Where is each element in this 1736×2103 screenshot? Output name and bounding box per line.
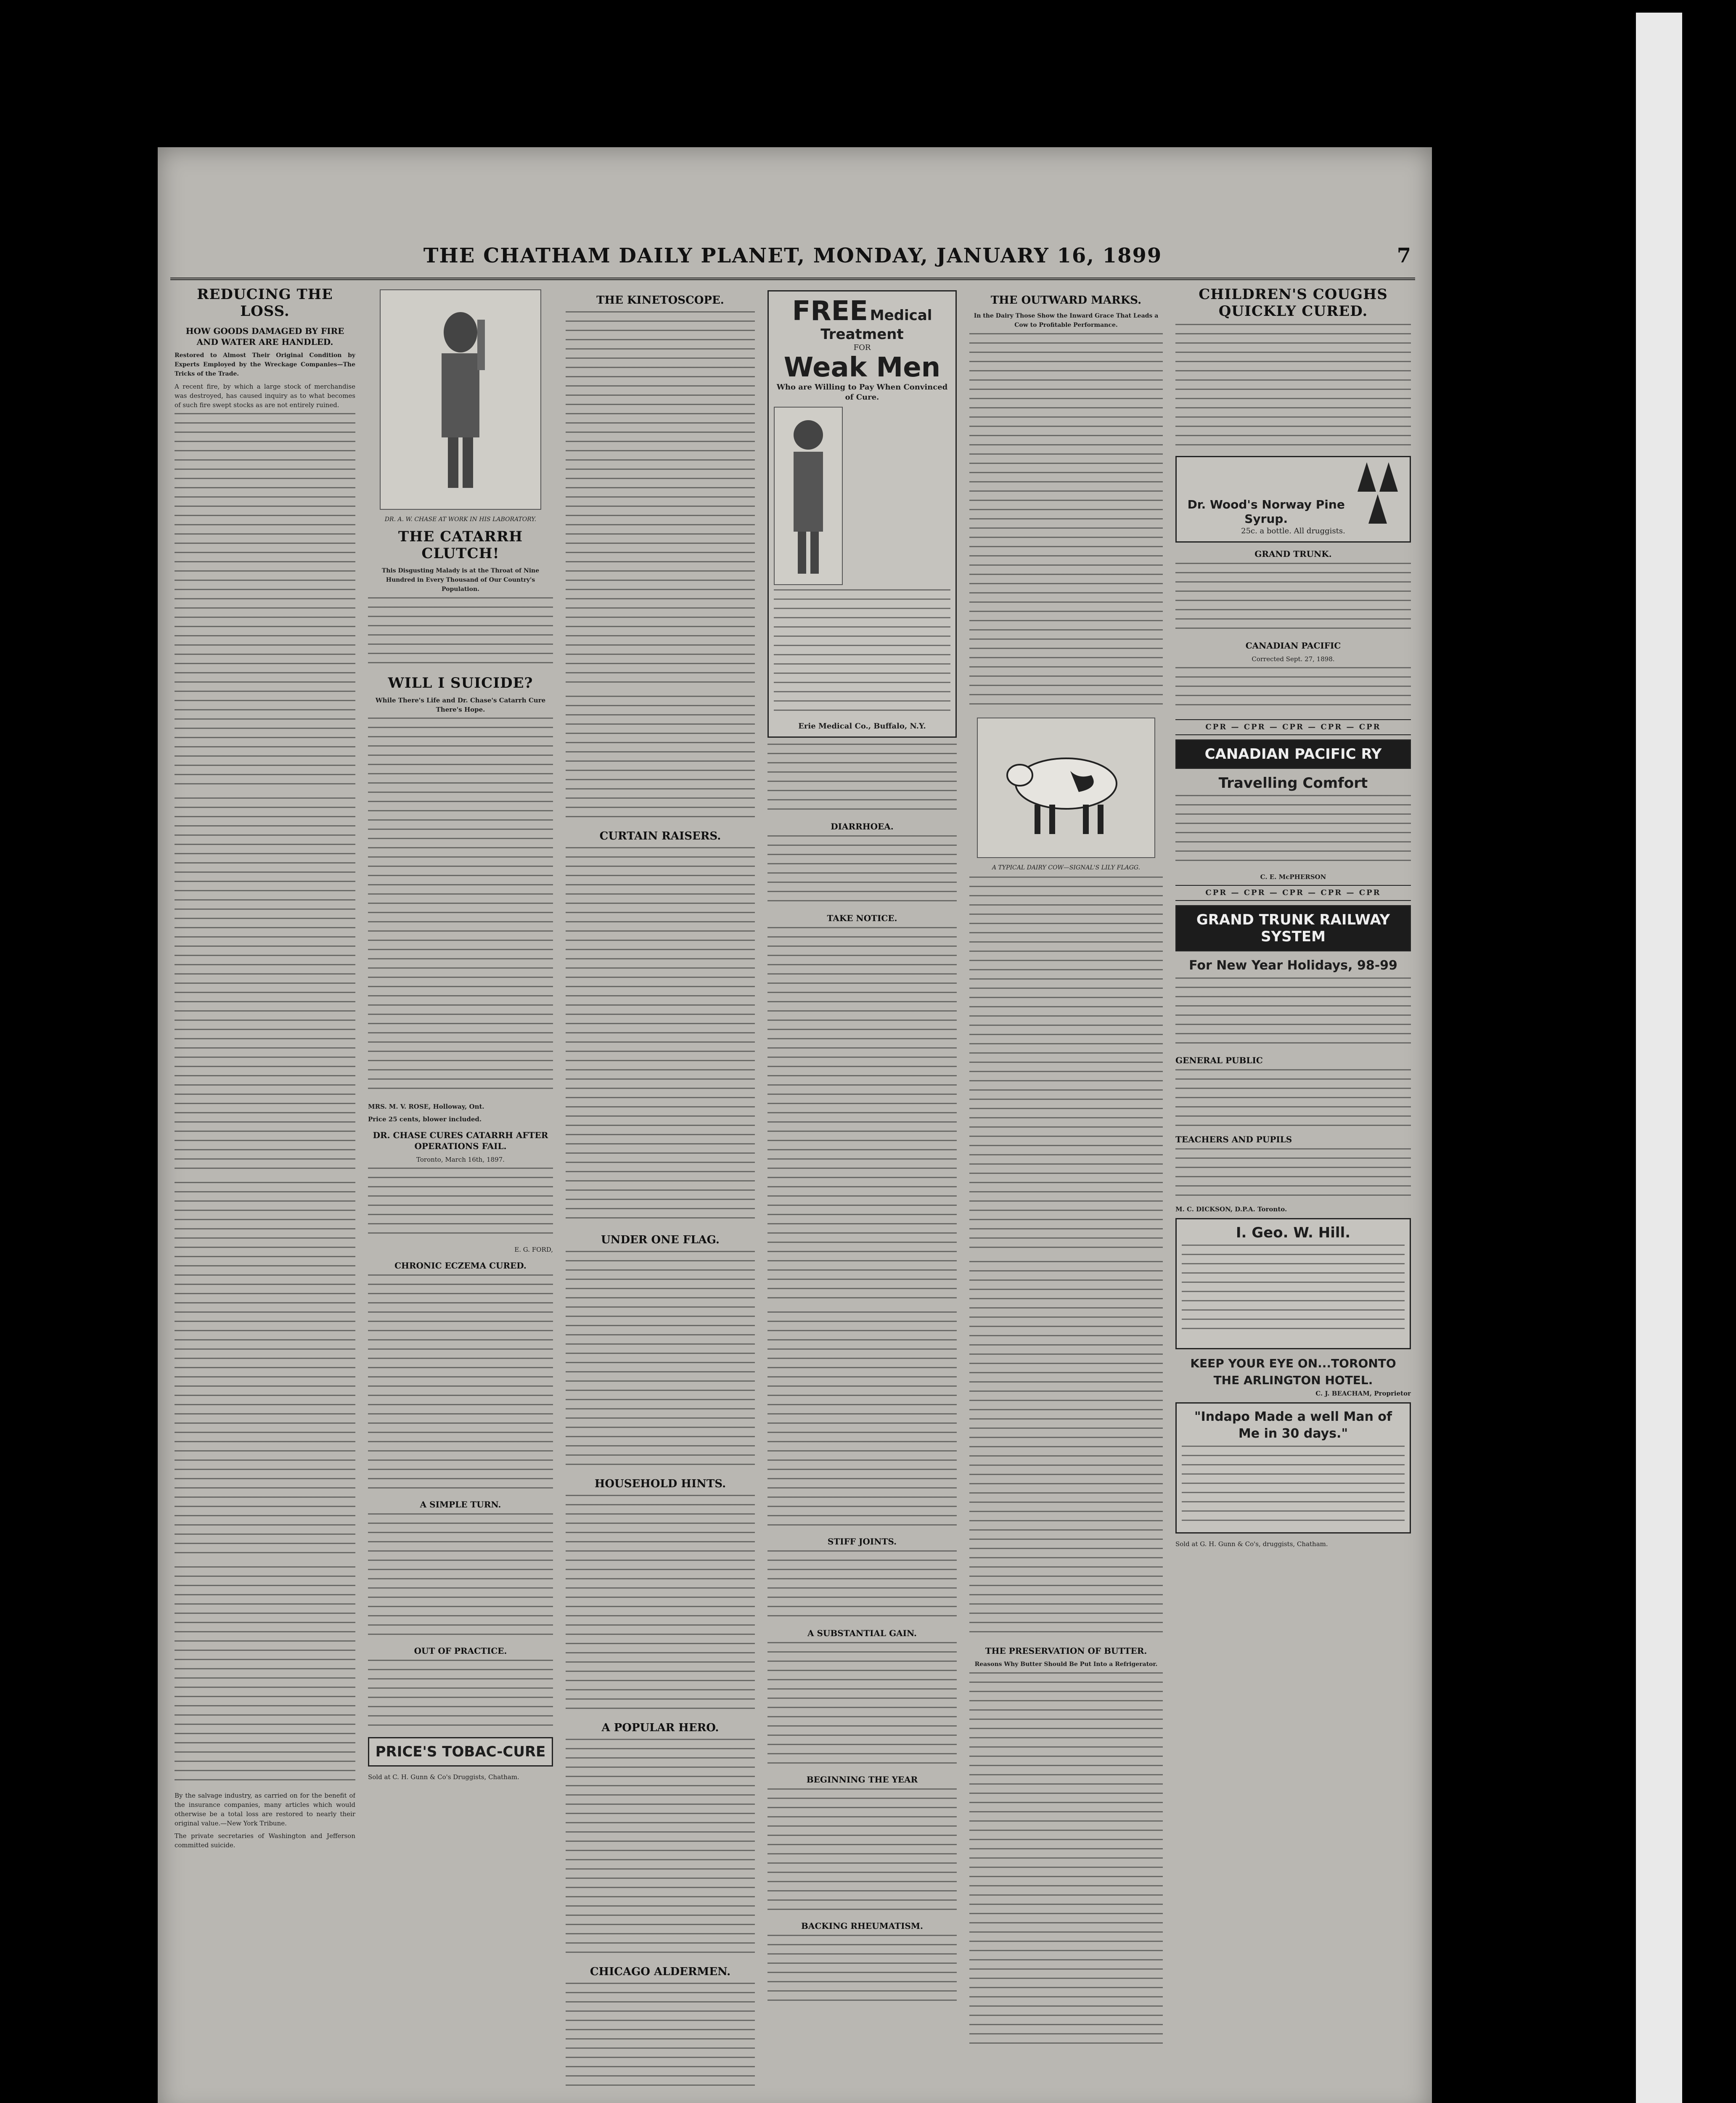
cpr-logo [1175,739,1411,769]
article-body [1175,795,1411,866]
heading-household-hints: HOUSEHOLD HINTS. [594,1478,726,1490]
headline-reducing-loss: REDUCING THE LOSS. [197,286,333,320]
column-2 [368,286,553,2086]
grand-trunk-heading: GRAND TRUNK. [1254,549,1332,559]
ad-free: FREE [792,296,868,327]
article-body [1175,1069,1411,1128]
heading-simple-turn: A SIMPLE TURN. [420,1499,501,1510]
holiday-heading: For New Year Holidays, 98-99 [1189,958,1397,973]
headline-outward-marks: THE OUTWARD MARKS. [990,294,1142,307]
article-body [767,744,957,815]
dateline: Toronto, March 16th, 1897. [416,1156,505,1163]
column-6 [1175,286,1411,2086]
cow-icon [995,737,1138,838]
newspaper-page [158,147,1432,2103]
footer-note: The private secretaries of Washington and Jefferson committed suicide. [175,1832,355,1849]
illustration-caption: A TYPICAL DAIRY COW—SIGNAL'S LILY FLAGG. [992,864,1141,871]
article-body [969,1261,1163,1639]
article-body [969,333,1163,712]
ad-tagline: Who are Willing to Pay When Convinced of Cure. [776,383,948,402]
hill-ad-body [1182,1245,1405,1337]
page-number: 7 [1397,244,1411,268]
cpr-logo-text: CANADIAN PACIFIC RY [1204,746,1382,763]
heading-beginning-year: BEGINNING THE YEAR [806,1775,918,1785]
headline-childrens-coughs: CHILDREN'S COUGHS QUICKLY CURED. [1199,286,1388,320]
gtr-logo-text: GRAND TRUNK RAILWAY SYSTEM [1196,911,1390,945]
lead-paragraph: A recent fire, by which a large stock of merchandise was destroyed, has caused inquiry as to what becomes of such fire swept stocks as are not entirely ruined. [175,383,355,409]
hill-ad [1175,1218,1411,1349]
article-body [175,1182,355,1560]
indapo-body [1182,1446,1405,1521]
grand-trunk-logo [1175,905,1411,951]
column-5 [969,286,1163,2086]
column-4 [767,286,957,2086]
article-body [368,1274,553,1493]
heading-take-notice: TAKE NOTICE. [827,913,897,923]
tobac-cure-name: PRICE'S TOBAC-CURE [375,1743,546,1760]
price-line: Price 25 cents, blower included. [368,1115,482,1123]
masthead-title: THE CHATHAM DAILY PLANET, MONDAY, JANUARY 16, 1899 [423,244,1162,268]
arlington-hotel: THE ARLINGTON HOTEL. [1213,1373,1373,1387]
article-body [1175,324,1411,450]
deck-restored: Restored to Almost Their Original Condition by Experts Employed by the Wreckage Companies—The Tricks of the Trade. [175,352,355,377]
article-body [767,1788,957,1915]
article-body [566,1251,755,1470]
article-body [368,1660,553,1731]
toronto-heading: KEEP YOUR EYE ON...TORONTO [1190,1356,1396,1370]
hotel-proprietor: C. J. BEACHAM, Proprietor [1315,1390,1411,1397]
heading-backing-rheumatism: BACKING RHEUMATISM. [801,1921,923,1931]
heading-substantial-gain: A SUBSTANTIAL GAIN. [807,1628,917,1638]
closing-paragraph: By the salvage industry, as carried on for the benefit of the insurance companies, many articles which would otherwise be a total loss are restored to nearly their original value.—New York Tribune. [175,1792,355,1827]
testimonial-signature-2: E. G. FORD, [514,1246,553,1253]
headline-will-i-suicide: WILL I SUICIDE? [388,675,533,691]
headline-kinetoscope: THE KINETOSCOPE. [596,294,724,307]
headline-catarrh-clutch: THE CATARRH CLUTCH! [398,528,523,562]
deck-butter: Reasons Why Butter Should Be Put Into a Refrigerator. [974,1661,1158,1668]
heading-preservation-butter: THE PRESERVATION OF BUTTER. [985,1646,1147,1656]
norway-pine-ad [1175,456,1411,543]
doctor-figure-icon [783,416,834,576]
article-body [368,1513,553,1639]
cp-corrected: Corrected Sept. 27, 1898. [1252,655,1335,663]
testimonial-signature: MRS. M. V. ROSE, Holloway, Ont. [368,1103,484,1110]
heading-popular-hero: A POPULAR HERO. [601,1722,719,1734]
ad-body-text [774,589,950,715]
heading-curtain-raisers: CURTAIN RAISERS. [599,830,721,842]
article-body [1175,977,1411,1049]
heading-stiff-joints: STIFF JOINTS. [827,1536,897,1547]
masthead [170,244,1415,280]
pine-syrup-name: Dr. Wood's Norway Pine Syrup. [1187,498,1345,526]
tobac-cure-ad [368,1737,553,1767]
article-body [175,413,355,792]
article-body [566,311,755,690]
article-body [368,597,553,669]
article-body [767,927,957,1306]
deck-dairy: In the Dairy Those Show the Inward Grace That Leads a Cow to Profitable Performance. [974,313,1159,328]
article-body [969,877,1163,1255]
pine-syrup-price: 25c. a bottle. All druggists. [1241,527,1345,535]
deck-chase-hope: While There's Life and Dr. Chase's Catarrh Cure There's Hope. [375,697,546,713]
article-body [566,1739,755,1957]
article-body [368,718,553,1096]
ad-weak-men: Weak Men [783,352,941,383]
timetable [1175,563,1411,634]
heading-under-one-flag: UNDER ONE FLAG. [601,1234,720,1246]
column-3 [566,286,755,2086]
illustration-caption: DR. A. W. CHASE AT WORK IN HIS LABORATORY. [384,516,537,523]
article-body [368,1168,553,1239]
general-public-heading: GENERAL PUBLIC [1175,1055,1263,1065]
article-body [767,1311,957,1530]
article-body [767,835,957,907]
cpr-strip: CPR — CPR — CPR — CPR — CPR [1175,885,1411,901]
teachers-heading: TEACHERS AND PUPILS [1175,1134,1292,1144]
indapo-headline: "Indapo Made a well Man of Me in 30 days." [1194,1409,1392,1441]
footer-note: Sold at G. H. Gunn & Co's, druggists, Chatham. [1175,1540,1328,1548]
cpr-strip: CPR — CPR — CPR — CPR — CPR [1175,719,1411,735]
ad-medical: Medical Treatment [820,307,932,343]
ad-free-row [774,297,950,343]
canadian-pacific-heading: CANADIAN PACIFIC [1245,641,1341,651]
heading-chicago-aldermen: CHICAGO ALDERMEN. [590,1965,731,1978]
indapo-ad [1175,1402,1411,1534]
chemist-figure-icon [418,307,503,492]
article-body [1175,1148,1411,1199]
timetable [1175,667,1411,713]
heading-diarrhoea: DIARRHOEA. [831,821,894,832]
subhead-goods-damaged: HOW GOODS DAMAGED BY FIRE AND WATER ARE HANDLED. [185,326,344,347]
article-body [767,1550,957,1622]
film-edge [1636,13,1682,2103]
footer-note: Sold at C. H. Gunn & Co's Druggists, Chatham. [368,1773,519,1781]
article-body [175,1566,355,1785]
travelling-comfort: Travelling Comfort [1218,775,1368,792]
agent-name: M. C. DICKSON, D.P.A. Toronto. [1175,1205,1287,1213]
weak-men-ad [767,290,957,738]
article-body [566,1983,755,2086]
article-body [767,1642,957,1768]
ad-for: FOR [853,343,871,352]
dairy-cow-illustration [977,718,1155,858]
column-1 [175,286,355,2086]
heading-eczema: CHRONIC ECZEMA CURED. [394,1261,527,1271]
article-body [566,696,755,822]
article-body [969,1672,1163,2051]
article-body [175,797,355,1176]
hill-name: I. Geo. W. Hill. [1236,1224,1351,1241]
doctor-illustration [774,407,843,585]
pine-trees-icon [1350,462,1405,526]
laboratory-illustration [380,289,541,510]
heading-chase-cures: DR. CHASE CURES CATARRH AFTER OPERATIONS FAIL. [373,1130,548,1151]
article-body [566,847,755,1226]
ad-company: Erie Medical Co., Buffalo, N.Y. [798,722,926,731]
deck-catarrh: This Disgusting Malady is at the Throat of Nine Hundred in Every Thousand of Our Country's Population. [381,567,540,593]
heading-out-of-practice: OUT OF PRACTICE. [414,1646,507,1656]
article-body [566,1495,755,1714]
article-body [767,1935,957,2006]
travel-agent: C. E. McPHERSON [1260,873,1326,881]
